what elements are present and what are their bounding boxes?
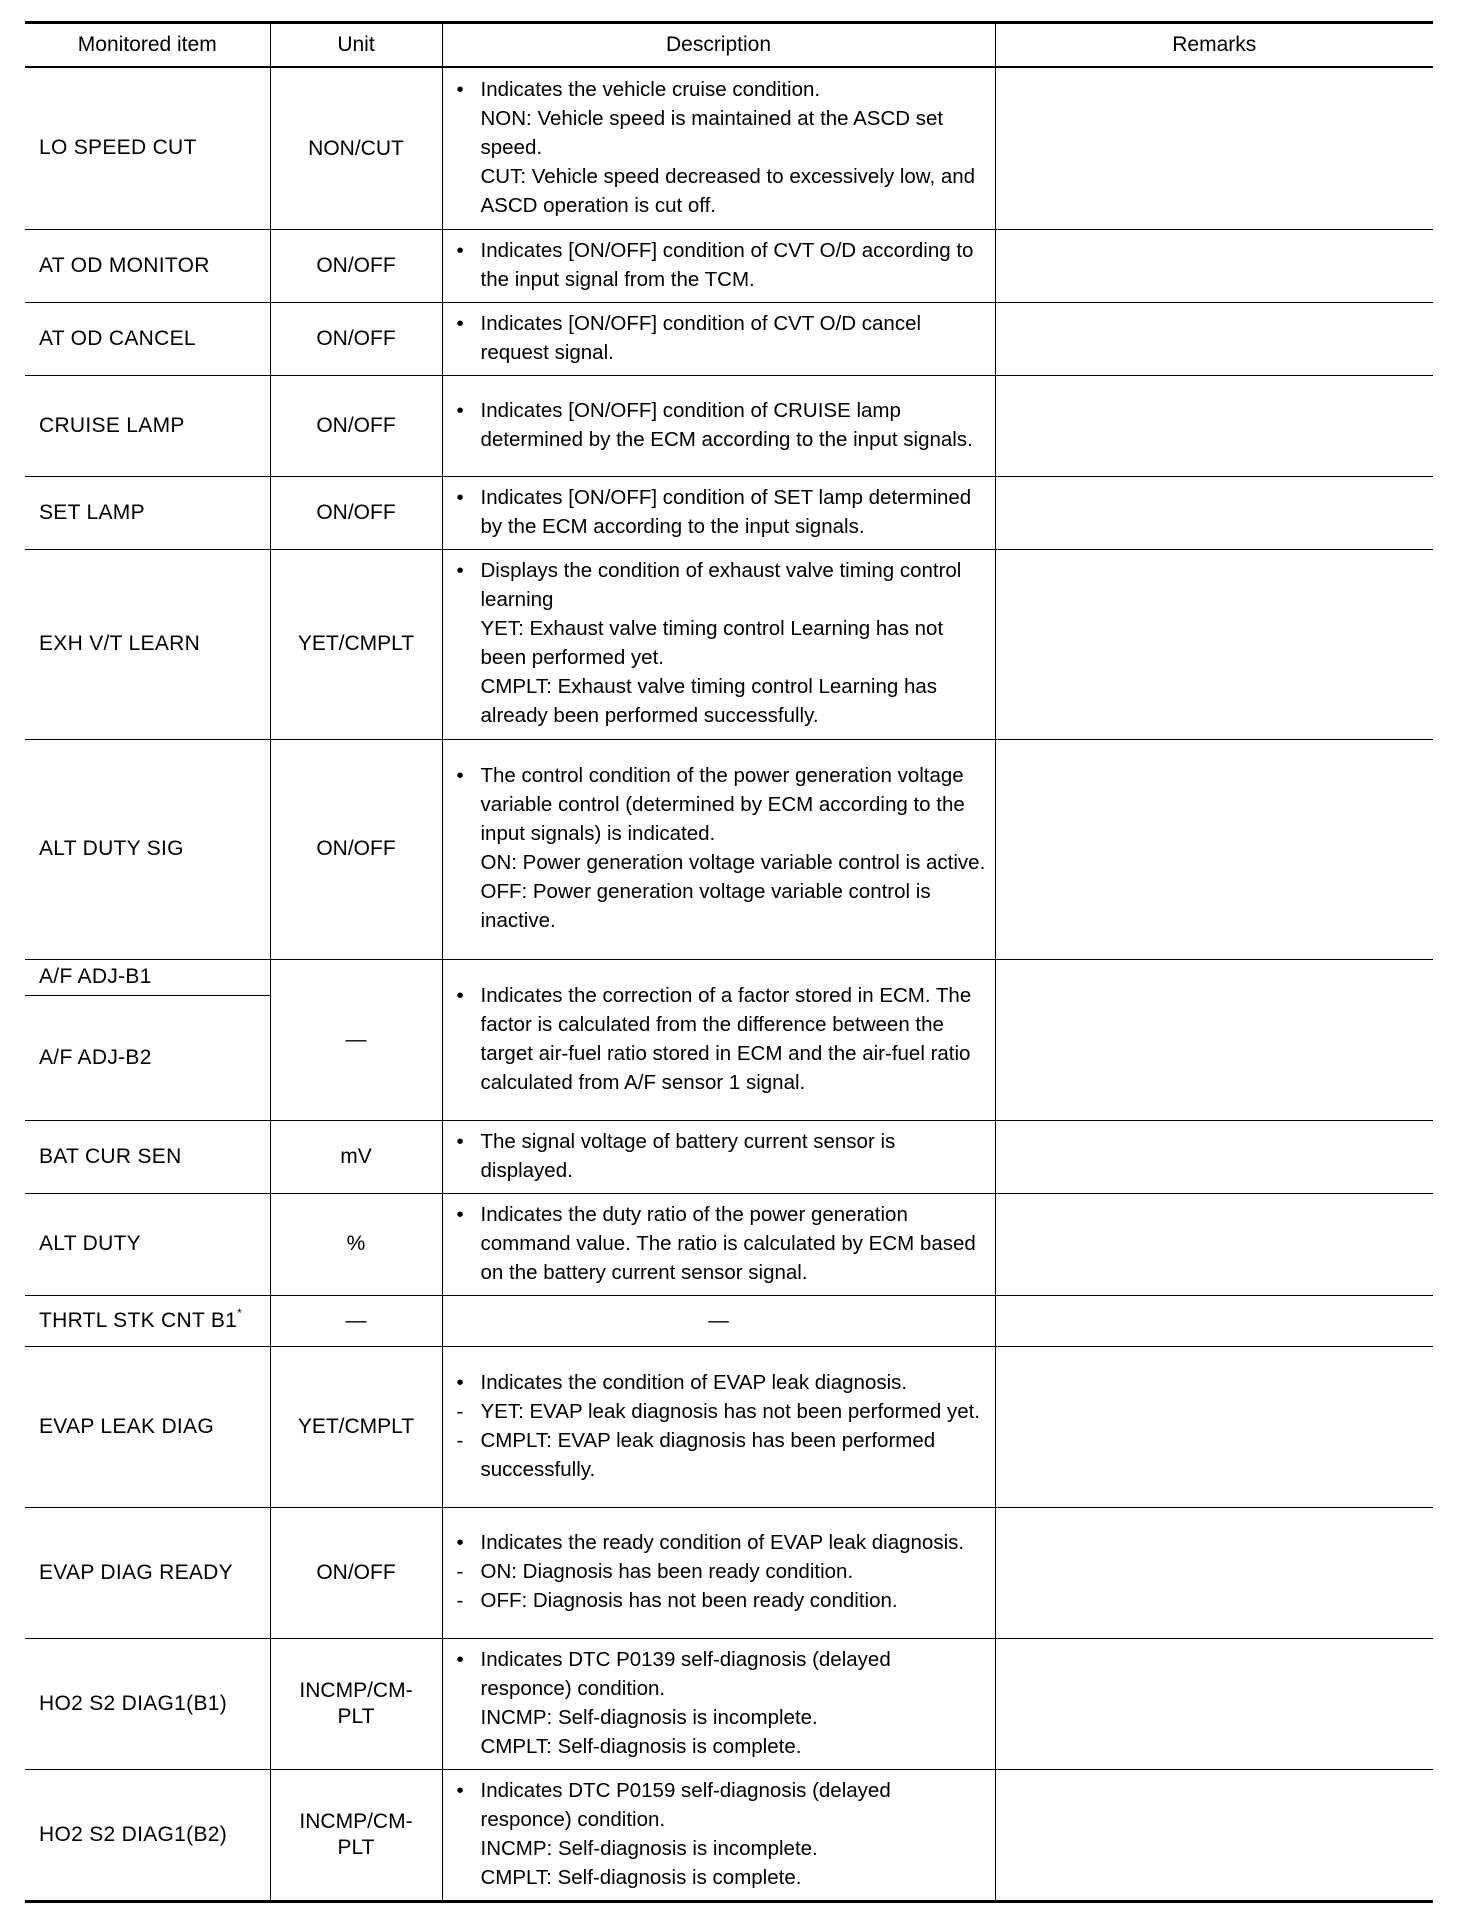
description-text: Indicates [ON/OFF] condition of CRUISE lamp determined by the ECM according to the input signals. xyxy=(480,398,973,451)
description-text: Indicates [ON/OFF] condition of CVT O/D cancel request signal. xyxy=(480,311,922,364)
header-monitored-item: Monitored item xyxy=(25,23,270,68)
bullet-marker: • xyxy=(456,238,464,262)
unit-cell: mV xyxy=(270,1120,442,1193)
table-row xyxy=(25,1295,1433,1346)
remarks-cell xyxy=(995,1193,1433,1295)
description-line xyxy=(457,483,987,541)
table-row xyxy=(25,549,1433,739)
description-line xyxy=(457,1426,987,1484)
bullet-marker: • xyxy=(456,764,464,787)
dash-marker xyxy=(457,1863,481,1892)
dash-marker xyxy=(457,614,481,672)
description-text: ON: Diagnosis has been ready condition. xyxy=(480,1560,854,1583)
dash-marker: - xyxy=(456,1589,464,1612)
description-line xyxy=(457,1863,987,1892)
monitored-item-text: EVAP LEAK DIAG xyxy=(39,1414,214,1438)
dash-marker xyxy=(457,162,481,220)
description-line xyxy=(457,1732,987,1761)
description-cell xyxy=(442,476,995,549)
description-line xyxy=(457,1645,987,1703)
description-text: CMPLT: EVAP leak diagnosis has been performed successfully. xyxy=(480,1428,936,1481)
description-text: YET: EVAP leak diagnosis has not been performed yet. xyxy=(480,1399,981,1423)
description-cell xyxy=(442,375,995,476)
unit-text-line: INCMP/CM- xyxy=(299,1679,413,1703)
unit-cell: ON/OFF xyxy=(270,375,442,476)
bullet-marker: • xyxy=(456,77,464,101)
description-line xyxy=(457,1776,987,1834)
description-text: Indicates the correction of a factor stored in ECM. The factor is calculated from the difference between the target air-fuel ratio stored in ECM and the air-fuel ratio calculated from A/F sensor 1 signal. xyxy=(480,983,972,1094)
description-line xyxy=(457,848,987,877)
table-row xyxy=(25,739,1433,959)
description-cell xyxy=(442,549,995,739)
monitored-item-cell: A/F ADJ-B1 xyxy=(25,959,270,995)
header-description: Description xyxy=(442,23,995,68)
remarks-cell xyxy=(995,302,1433,375)
description-text: NON: Vehicle speed is maintained at the ASCD set speed. xyxy=(480,106,944,159)
description-text: ON: Power generation voltage variable control is active. xyxy=(480,851,986,874)
description-text: Indicates [ON/OFF] condition of SET lamp determined by the ECM according to the input signals. xyxy=(480,485,972,538)
description-line xyxy=(457,1200,987,1287)
description-line xyxy=(457,396,987,454)
remarks-cell xyxy=(995,1507,1433,1638)
monitored-item-cell xyxy=(25,1507,270,1638)
table-row xyxy=(25,476,1433,549)
description-line xyxy=(457,1127,987,1185)
monitored-item-cell xyxy=(25,1346,270,1507)
table-row xyxy=(25,1507,1433,1638)
monitored-item-text: EVAP DIAG READY xyxy=(39,1560,233,1584)
bullet-marker: • xyxy=(456,485,464,509)
description-line xyxy=(457,1834,987,1863)
description-line xyxy=(457,162,987,220)
description-text: OFF: Diagnosis has not been ready condition. xyxy=(480,1589,898,1612)
remarks-cell xyxy=(995,959,1433,1120)
unit-cell: NON/CUT xyxy=(270,67,442,229)
monitored-item-cell xyxy=(25,476,270,549)
bullet-marker: • xyxy=(456,1647,464,1671)
unit-cell: YET/CMPLT xyxy=(270,549,442,739)
unit-cell: ON/OFF xyxy=(270,302,442,375)
monitor-item-table xyxy=(25,21,1433,1903)
description-cell xyxy=(442,1295,995,1346)
description-line xyxy=(457,1397,987,1426)
monitored-item-cell xyxy=(25,1295,270,1346)
monitored-item-text: AT OD CANCEL xyxy=(39,326,196,350)
description-text: OFF: Power generation voltage variable control is inactive. xyxy=(480,880,931,932)
unit-cell: ON/OFF xyxy=(270,476,442,549)
remarks-cell xyxy=(995,739,1433,959)
description-cell xyxy=(442,1120,995,1193)
description-line xyxy=(457,877,987,935)
unit-cell: ON/OFF xyxy=(270,229,442,302)
description-line xyxy=(457,614,987,672)
monitored-item-text: HO2 S2 DIAG1(B1) xyxy=(39,1691,228,1715)
unit-cell: % xyxy=(270,1193,442,1295)
remarks-cell xyxy=(995,67,1433,229)
table-row xyxy=(25,959,1433,995)
remarks-cell xyxy=(995,1120,1433,1193)
description-text: Indicates the duty ratio of the power generation command value. The ratio is calculated by ECM based on the battery current sensor signal. xyxy=(480,1202,976,1284)
monitored-item-cell xyxy=(25,739,270,959)
monitored-item-cell xyxy=(25,1193,270,1295)
description-line xyxy=(457,1703,987,1732)
monitored-item-text: AT OD MONITOR xyxy=(39,253,210,277)
table-row xyxy=(25,1120,1433,1193)
table-header-row xyxy=(25,23,1433,68)
monitored-item-text: BAT CUR SEN xyxy=(39,1144,182,1168)
dash-marker: - xyxy=(456,1560,464,1583)
dash-marker xyxy=(457,104,481,162)
bullet-marker: • xyxy=(456,398,464,422)
bullet-marker: • xyxy=(456,1202,464,1226)
description-line xyxy=(457,309,987,367)
remarks-cell xyxy=(995,1769,1433,1901)
monitored-item-cell xyxy=(25,67,270,229)
table-row xyxy=(25,375,1433,476)
table-row xyxy=(25,1769,1433,1901)
dash-marker: - xyxy=(456,1428,464,1452)
remarks-cell xyxy=(995,229,1433,302)
description-line xyxy=(457,981,987,1097)
description-text: INCMP: Self-diagnosis is incomplete. xyxy=(480,1705,818,1729)
table-row xyxy=(25,1638,1433,1769)
description-line xyxy=(457,672,987,730)
monitored-item-text: ALT DUTY xyxy=(39,1232,141,1255)
monitored-item-cell xyxy=(25,1120,270,1193)
description-line xyxy=(457,1528,987,1557)
bullet-marker: • xyxy=(456,1531,464,1554)
description-text: INCMP: Self-diagnosis is incomplete. xyxy=(480,1836,818,1860)
description-cell xyxy=(442,67,995,229)
description-cell xyxy=(442,1769,995,1901)
monitored-item-cell xyxy=(25,1638,270,1769)
dash-marker: - xyxy=(456,1399,464,1423)
description-line xyxy=(457,236,987,294)
description-line xyxy=(457,761,987,848)
footnote-marker: * xyxy=(237,1305,243,1320)
unit-cell: — xyxy=(270,959,442,1120)
bullet-marker: • xyxy=(456,1370,464,1394)
dash-marker xyxy=(457,1732,481,1761)
monitored-item-cell xyxy=(25,1769,270,1901)
description-line xyxy=(457,556,987,614)
monitored-item-text: CRUISE LAMP xyxy=(39,413,185,437)
table-row xyxy=(25,1193,1433,1295)
description-text: CMPLT: Self-diagnosis is complete. xyxy=(480,1865,802,1889)
description-cell xyxy=(442,1638,995,1769)
dash-marker xyxy=(457,1834,481,1863)
description-text: The signal voltage of battery current sensor is displayed. xyxy=(480,1129,896,1182)
description-line xyxy=(457,1368,987,1397)
description-text: Indicates the vehicle cruise condition. xyxy=(480,77,821,101)
remarks-cell xyxy=(995,1346,1433,1507)
description-text: The control condition of the power generation voltage variable control (determined by ECM according to the input signals) is indicated. xyxy=(480,764,965,845)
description-text: Indicates the ready condition of EVAP leak diagnosis. xyxy=(480,1531,965,1554)
description-text: CUT: Vehicle speed decreased to excessively low, and ASCD operation is cut off. xyxy=(480,164,976,217)
description-text: — xyxy=(708,1309,729,1332)
monitored-item-text: SET LAMP xyxy=(39,500,145,524)
description-text: Displays the condition of exhaust valve timing control learning xyxy=(480,559,962,611)
description-cell xyxy=(442,739,995,959)
remarks-cell xyxy=(995,375,1433,476)
description-cell xyxy=(442,229,995,302)
document-page xyxy=(25,21,1433,1903)
monitored-item-cell: A/F ADJ-B2 xyxy=(25,995,270,1120)
monitored-item-cell xyxy=(25,229,270,302)
header-unit: Unit xyxy=(270,23,442,68)
description-text: Indicates DTC P0159 self-diagnosis (delayed responce) condition. xyxy=(480,1778,891,1831)
dash-marker xyxy=(457,672,481,730)
description-line xyxy=(457,104,987,162)
table-row xyxy=(25,302,1433,375)
description-cell xyxy=(442,1346,995,1507)
dash-marker xyxy=(457,848,481,877)
unit-text-line: PLT xyxy=(337,1704,375,1728)
remarks-cell xyxy=(995,476,1433,549)
monitored-item-cell xyxy=(25,302,270,375)
description-line xyxy=(457,1557,987,1586)
dash-marker xyxy=(457,1703,481,1732)
unit-cell xyxy=(270,1638,442,1769)
description-text: YET: Exhaust valve timing control Learning has not been performed yet. xyxy=(480,617,944,669)
unit-cell: YET/CMPLT xyxy=(270,1346,442,1507)
monitored-item-text: THRTL STK CNT B1 xyxy=(39,1308,238,1332)
dash-marker xyxy=(457,877,481,935)
description-line xyxy=(457,1586,987,1615)
unit-cell xyxy=(270,1769,442,1901)
bullet-marker: • xyxy=(456,311,464,335)
header-remarks: Remarks xyxy=(995,23,1433,68)
bullet-marker: • xyxy=(456,983,464,1007)
bullet-marker: • xyxy=(456,1129,464,1153)
monitored-item-cell xyxy=(25,375,270,476)
monitored-item-text: ALT DUTY SIG xyxy=(39,837,184,860)
remarks-cell xyxy=(995,1295,1433,1346)
description-text: Indicates the condition of EVAP leak diagnosis. xyxy=(480,1370,908,1394)
table-row xyxy=(25,1346,1433,1507)
description-text: Indicates DTC P0139 self-diagnosis (delayed responce) condition. xyxy=(480,1647,891,1700)
bullet-marker: • xyxy=(456,1778,464,1802)
description-cell xyxy=(442,1507,995,1638)
monitored-item-text: LO SPEED CUT xyxy=(39,136,197,160)
description-cell xyxy=(442,959,995,1120)
unit-text-line: PLT xyxy=(337,1835,375,1859)
monitored-item-cell xyxy=(25,549,270,739)
unit-cell: — xyxy=(270,1295,442,1346)
bullet-marker: • xyxy=(456,559,464,582)
description-cell xyxy=(442,302,995,375)
table-body xyxy=(25,67,1433,1901)
remarks-cell xyxy=(995,1638,1433,1769)
table-row xyxy=(25,229,1433,302)
description-cell xyxy=(442,1193,995,1295)
description-text: CMPLT: Exhaust valve timing control Learning has already been performed successfully. xyxy=(480,675,938,727)
description-line xyxy=(457,75,987,104)
table-row xyxy=(25,67,1433,229)
unit-text-line: INCMP/CM- xyxy=(299,1810,413,1834)
description-text: Indicates [ON/OFF] condition of CVT O/D according to the input signal from the TCM. xyxy=(480,238,974,291)
monitored-item-text: HO2 S2 DIAG1(B2) xyxy=(39,1822,228,1846)
unit-cell: ON/OFF xyxy=(270,739,442,959)
monitored-item-text: EXH V/T LEARN xyxy=(39,632,201,655)
remarks-cell xyxy=(995,549,1433,739)
description-text: CMPLT: Self-diagnosis is complete. xyxy=(480,1734,802,1758)
unit-cell: ON/OFF xyxy=(270,1507,442,1638)
